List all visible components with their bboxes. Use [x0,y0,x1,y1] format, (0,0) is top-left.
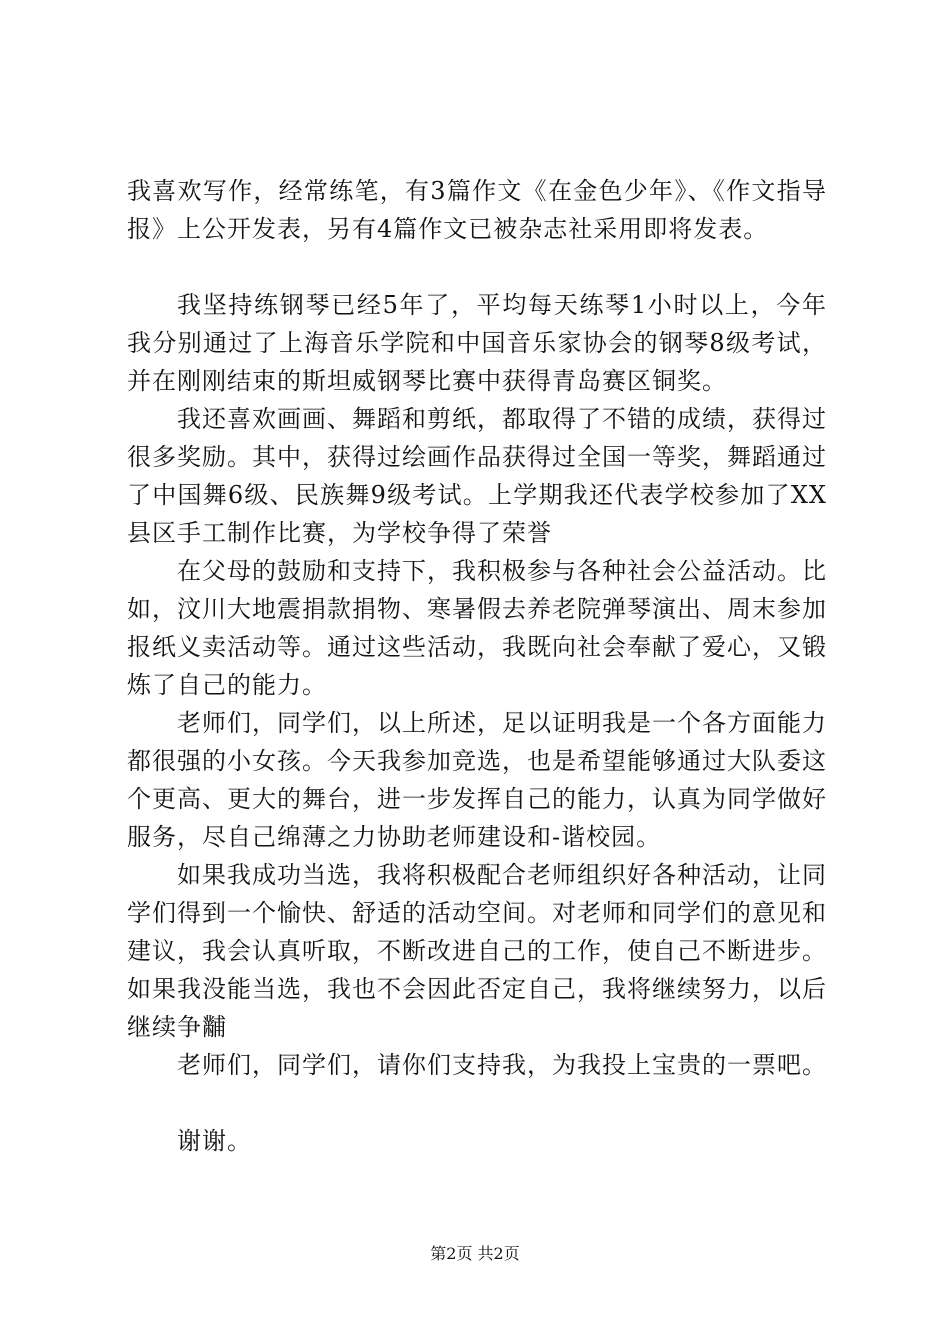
paragraph-piano: 我坚持练钢琴已经5年了，平均每天练琴1小时以上，今年我分别通过了上海音乐学院和中国音乐家协会的钢琴8级考试，并在刚刚结束的斯坦威钢琴比赛中获得青岛赛区铜奖。 [127,291,827,395]
page-number-footer: 第2页 共2页 [430,1244,520,1263]
paragraph-charity: 在父母的鼓励和支持下，我积极参与各种社会公益活动。比如，汶川大地震捐款捐物、寒暑假去养老院弹琴演出、周末参加报纸义卖活动等。通过这些活动，我既向社会奉献了爱心，又锻炼了自己的能力。 [127,557,827,699]
paragraph-writing: 我喜欢写作，经常练笔，有3篇作文《在金色少年》、《作文指导报》上公开发表，另有4篇作文已被杂志社采用即将发表。 [127,177,827,243]
paragraph-arts: 我还喜欢画画、舞蹈和剪纸，都取得了不错的成绩，获得过很多奖励。其中，获得过绘画作品获得过全国一等奖，舞蹈通过了中国舞6级、民族舞9级考试。上学期我还代表学校参加了XX县区手工制作比赛，为学校争得了荣誉 [127,405,827,547]
document-body [127,172,827,1160]
paragraph-support: 老师们，同学们，请你们支持我，为我投上宝贵的一票吧。 [177,1051,827,1079]
paragraph-thanks: 谢谢。 [177,1127,252,1155]
paragraph-ability: 老师们，同学们，以上所述，足以证明我是一个各方面能力都很强的小女孩。今天我参加竞选，也是希望能够通过大队委这个更高、更大的舞台，进一步发挥自己的能力，认真为同学做好服务，尽自己绵薄之力协助老师建设和-谐校园。 [127,709,827,851]
paragraph-election: 如果我成功当选，我将积极配合老师组织好各种活动，让同学们得到一个愉快、舒适的活动空间。对老师和同学们的意见和建议，我会认真听取，不断改进自己的工作，使自己不断进步。如果我没能当选，我也不会因此否定自己，我将继续努力，以后继续争黼 [127,861,827,1041]
